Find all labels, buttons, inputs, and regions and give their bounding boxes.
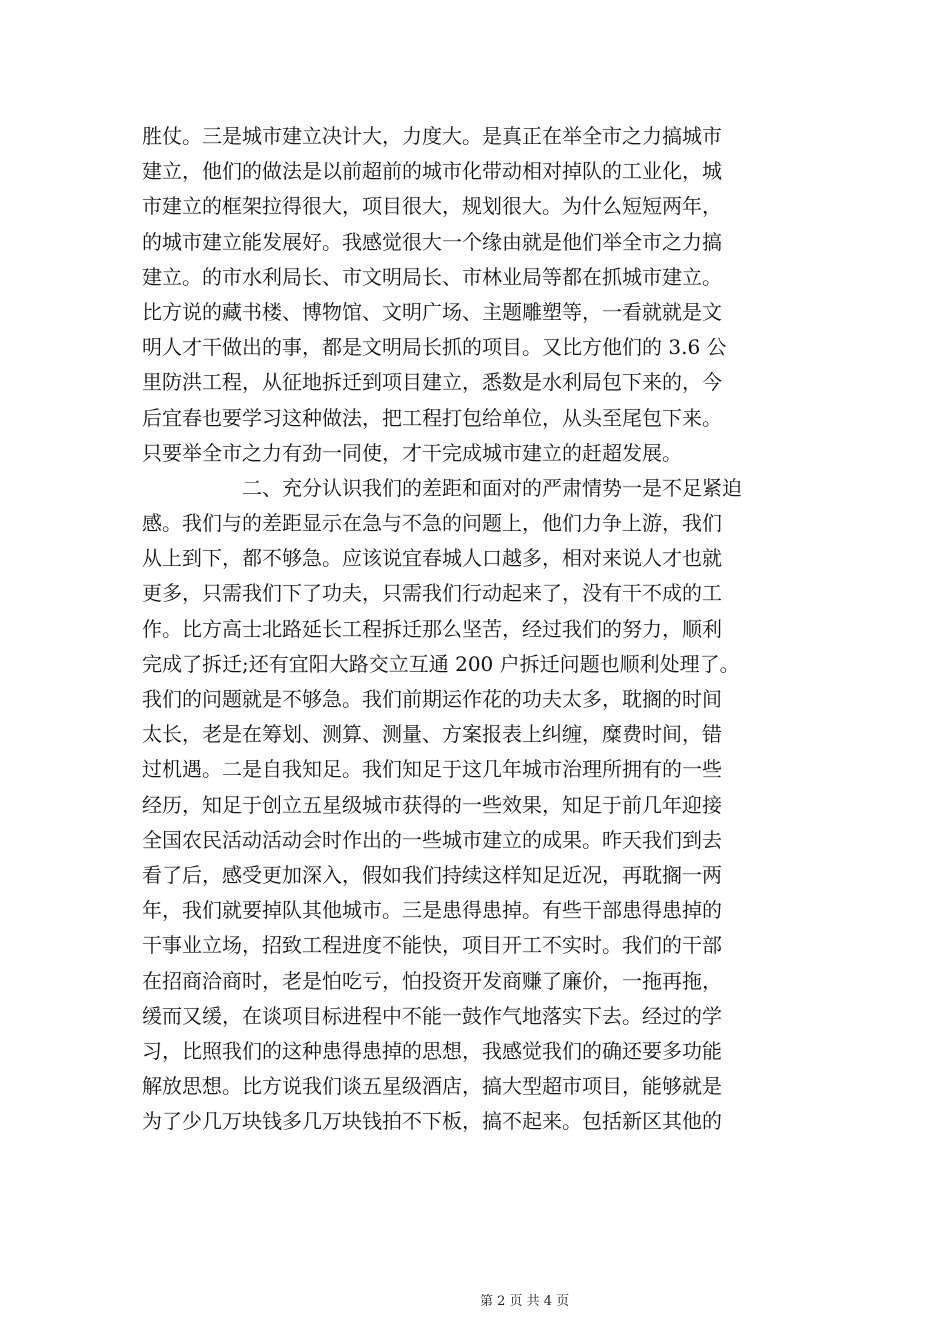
section-heading-line: 二、充分认识我们的差距和面对的严肃情势一是不足紧迫 [242, 475, 742, 500]
text-line: 看了后，感受更加深入，假如我们持续这样知足近况，再耽搁一两 [142, 862, 722, 887]
text-line: 市建立的框架拉得很大，项目很大，规划很大。为什么短短两年， [142, 194, 722, 219]
text-line: 全国农民活动活动会时作出的一些城市建立的成果。昨天我们到去 [142, 827, 722, 852]
text-line: 为了少几万块钱多几万块钱拍不下板，搞不起来。包括新区其他的 [142, 1109, 722, 1134]
text-line: 感。我们与的差距显示在急与不急的问题上，他们力争上游，我们 [142, 511, 722, 536]
text-line: 作。比方高士北路延长工程拆迁那么坚苦，经过我们的努力，顺利 [142, 616, 722, 641]
text-line: 里防洪工程，从征地拆迁到项目建立，悉数是水利局包下来的，今 [142, 370, 722, 395]
text-line: 胜仗。三是城市建立决计大，力度大。是真正在举全市之力搞城市 [142, 124, 722, 148]
text-line: 只要举全市之力有劲一同使，才干完成城市建立的赶超发展。 [142, 440, 682, 465]
page-number-footer: 第 2 页 共 4 页 [480, 1294, 570, 1309]
text-line: 解放思想。比方说我们谈五星级酒店，搞大型超市项目，能够就是 [142, 1074, 722, 1099]
text-line: 更多，只需我们下了功夫，只需我们行动起来了，没有干不成的工 [142, 581, 722, 606]
text-line: 我们的问题就是不够急。我们前期运作花的功夫太多，耽搁的时间 [142, 687, 722, 711]
text-line: 建立，他们的做法是以前超前的城市化带动相对掉队的工业化，城 [142, 159, 722, 184]
text-line: 干事业立场，招致工程进度不能快，项目开工不实时。我们的干部 [142, 933, 722, 958]
text-line: 过机遇。二是自我知足。我们知足于这几年城市治理所拥有的一些 [142, 757, 722, 782]
text-line: 习，比照我们的这种患得患掉的思想，我感觉我们的确还要多功能 [142, 1038, 722, 1063]
text-line: 从上到下，都不够急。应该说宜春城人口越多，相对来说人才也就 [142, 546, 722, 571]
text-line: 缓而又缓，在谈项目标进程中不能一鼓作气地落实下去。经过的学 [142, 1003, 722, 1028]
text-line: 的城市建立能发展好。我感觉很大一个缘由就是他们举全市之力搞 [142, 229, 722, 254]
text-line: 建立。的市水利局长、市文明局长、市林业局等都在抓城市建立。 [142, 264, 722, 289]
text-line: 后宜春也要学习这种做法，把工程打包给单位，从头至尾包下来。 [142, 405, 722, 430]
text-line: 完成了拆迁;还有宜阳大路交立互通 200 户拆迁问题也顺利处理了。 [142, 651, 740, 676]
text-line: 经历，知足于创立五星级城市获得的一些效果，知足于前几年迎接 [142, 792, 722, 817]
body-text [142, 119, 822, 1139]
text-line: 明人才干做出的事，都是文明局长抓的项目。又比方他们的 3.6 公 [142, 335, 727, 360]
text-line: 比方说的藏书楼、博物馆、文明广场、主题雕塑等，一看就就是文 [142, 299, 722, 324]
text-line: 年，我们就要掉队其他城市。三是患得患掉。有些干部患得患掉的 [142, 898, 722, 923]
text-line: 太长，老是在筹划、测算、测量、方案报表上纠缠，糜费时间，错 [142, 722, 722, 747]
text-line: 在招商洽商时，老是怕吃亏，怕投资开发商赚了廉价，一拖再拖， [142, 968, 722, 993]
